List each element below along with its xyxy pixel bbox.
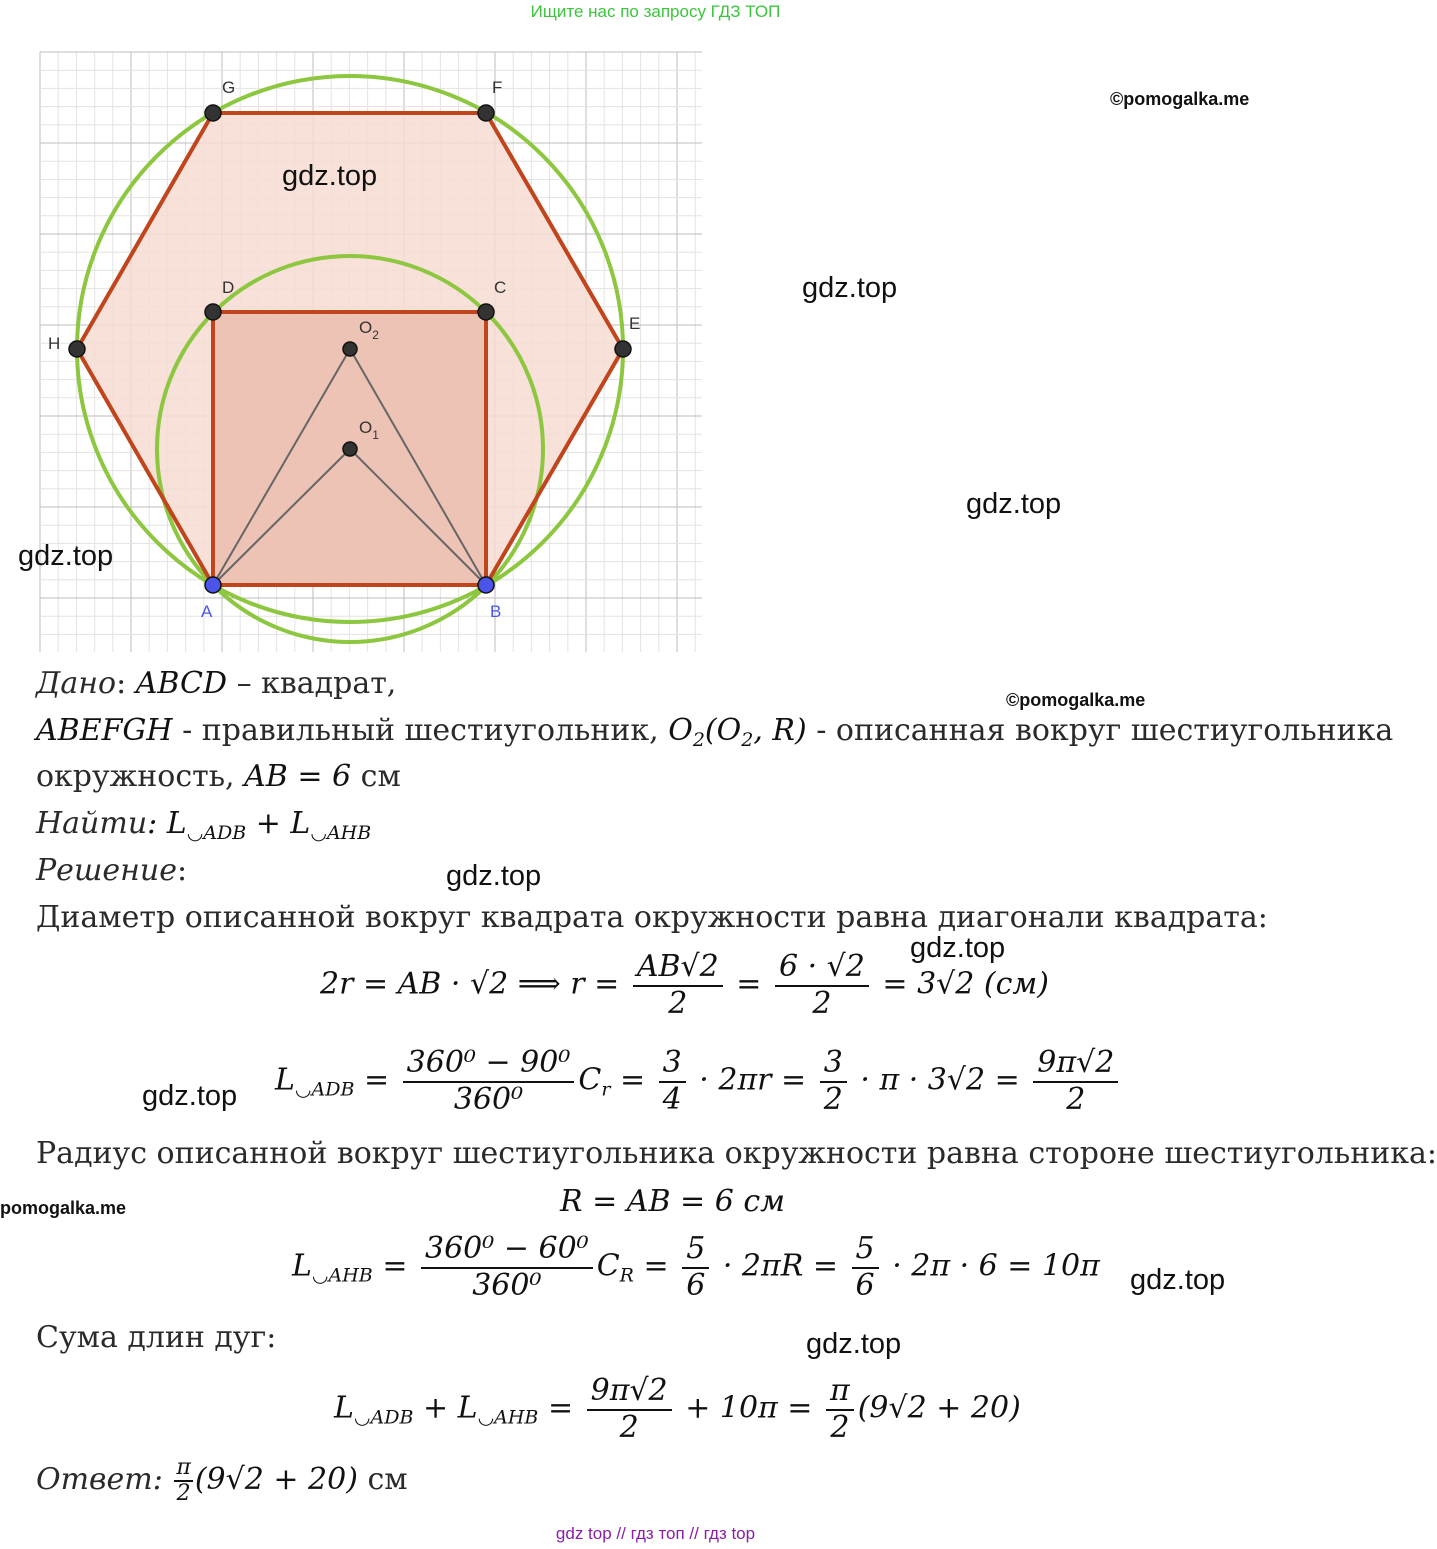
equation-3: R = AB = 6 см (560, 1184, 786, 1219)
label-a: A (201, 602, 213, 621)
hexagon-name: ABEFGH (36, 713, 173, 748)
point-f (478, 105, 494, 121)
colon: : (176, 853, 188, 888)
colon: : (116, 666, 136, 701)
watermark: gdz.top (910, 932, 1006, 964)
square-name: ABCD (135, 666, 228, 701)
copyright-mark: pomogalka.me (0, 1198, 127, 1218)
point-o2 (343, 342, 357, 356)
equation-1: 2r = AB · √2 ⟹ r = $\frac{AB√2}{2}$ = $\frac{6 \cdot √2}{2}$ = 3√2 (см) (320, 949, 1050, 1021)
answer-unit: см (357, 1462, 408, 1498)
solution-line (36, 853, 187, 888)
label-f: F (492, 78, 503, 97)
label-c: C (494, 278, 507, 297)
label-b: B (490, 602, 502, 621)
footer-links: gdz top // гдз топ // гдз top (555, 1524, 756, 1543)
watermark: gdz.top (282, 160, 378, 192)
given-rest: – квадрат, (227, 666, 397, 701)
watermark: gdz.top (802, 272, 898, 304)
side-line (36, 759, 401, 794)
copyright-mark: ©pomogalka.me (1110, 89, 1250, 109)
point-o1 (343, 442, 357, 456)
paragraph-3: Сума длин дуг: (36, 1320, 277, 1355)
answer-line (36, 1456, 408, 1506)
watermark: gdz.top (142, 1080, 238, 1112)
find-label: Найти (36, 806, 148, 841)
equation-4: $L_{◡AHB}$ = $\frac{\text{360⁰ − 60⁰}}{\text{360⁰}}$ $C_R$ = $\frac{5}{6}$ · 2πR = $\frac{5}{6}$ · 2π · 6 = 10π (292, 1231, 1100, 1303)
answer-expression: $\frac{\pi}{2}$ (9√2 + 20) (176, 1455, 358, 1507)
watermark: gdz.top (18, 540, 114, 572)
label-o2: $O_2$ (359, 318, 379, 342)
top-banner: Ищите нас по запросу ГДЗ ТОП (530, 2, 781, 21)
watermark: gdz.top (966, 488, 1062, 520)
answer-label: Ответ: (36, 1462, 163, 1498)
given-label: Дано (36, 666, 117, 701)
point-g (205, 105, 221, 121)
circle-desc: - описанная вокруг шестиугольника (806, 713, 1394, 748)
point-a (205, 577, 221, 593)
find-expression: : $L_{◡ADB} + L_{◡AHB}$ (147, 806, 372, 844)
point-b (478, 577, 494, 593)
label-g: G (222, 78, 236, 97)
label-d: D (222, 278, 235, 297)
watermark: gdz.top (1130, 1264, 1226, 1296)
given-line (36, 666, 396, 701)
equation-5: $L_{◡ADB} + L_{◡AHB}$ = $\frac{9\pi√2}{2}$ + 10π = $\frac{\pi}{2}$ (9√2 + 20) (334, 1373, 1021, 1445)
side-equation: AB = 6 (244, 759, 352, 794)
solution-label: Решение (36, 853, 177, 888)
side-unit: см (351, 759, 401, 794)
paragraph-1: Диаметр описанной вокруг квадрата окружности равна диагонали квадрата: (36, 900, 1268, 935)
watermark: gdz.top (806, 1328, 902, 1360)
equation-2: $L_{◡ADB}$ = $\frac{\text{360⁰ − 90⁰}}{\text{360⁰}}$ $C_r$ = $\frac{3}{4}$ · 2πr = $\frac{3}{2}$ · π · 3√2 = $\frac{9\pi√2}{2}$ (275, 1046, 1122, 1117)
point-c (478, 304, 494, 320)
label-o1: $O_1$ (359, 418, 379, 442)
point-e (615, 341, 631, 357)
point-d (205, 304, 221, 320)
copyright-mark: ©pomogalka.me (1006, 690, 1146, 710)
point-h (69, 341, 85, 357)
circle-word: окружность, (36, 759, 245, 794)
watermark: gdz.top (446, 860, 542, 892)
label-h: H (48, 334, 61, 353)
paragraph-2: Радиус описанной вокруг шестиугольника окружности равна стороне шестиугольника: (36, 1136, 1437, 1171)
circle-name: $O_2(O_2$, R) (668, 713, 807, 751)
find-line (36, 806, 371, 844)
label-e: E (629, 314, 641, 333)
hexagon-desc: - правильный шестиугольник, (172, 713, 669, 748)
hexagon-line (36, 713, 1393, 751)
